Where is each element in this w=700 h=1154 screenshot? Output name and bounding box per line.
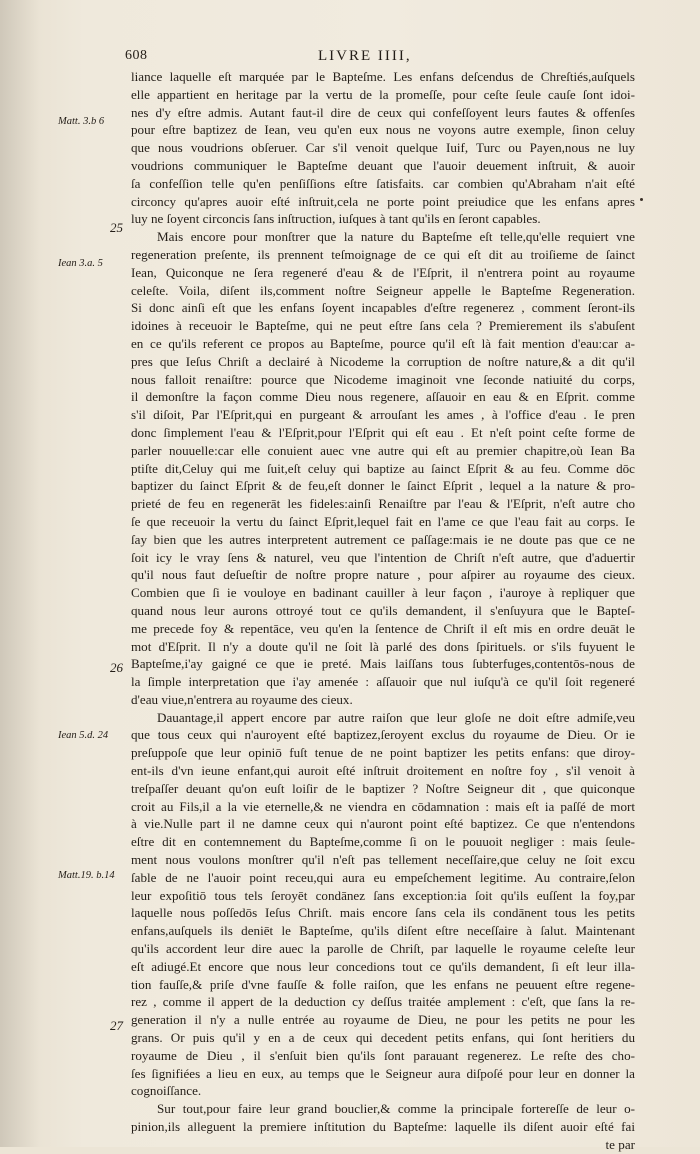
text-line: à vie.Nulle part il ne damne ceux qui n'auront point eſté baptizez. Ce que n'entendons	[131, 816, 635, 832]
margin-note-text: Matt. 3.b 6	[58, 116, 105, 127]
margin-note-iean-3	[58, 258, 103, 270]
text-line: Mais encore pour monſtrer que la nature du Bapteſme eſt telle,qu'elle requiert vne	[157, 229, 635, 245]
margin-note-text: Iean 3.a. 5	[58, 258, 103, 269]
text-line: rez , comme il appert de la deduction cy deſſus traitée amplement : c'eſt, que ſans la re-	[131, 994, 635, 1010]
text-line: prieté de feu en regenerāt les fideles:ainſi Renaiſtre par l'eau & l'Eſprit, n'eſt autre cho	[131, 496, 635, 512]
catchword-line: te par	[605, 1136, 635, 1152]
text-line: Sur tout,pour faire leur grand bouclier,& comme la principale forterеſſe de leur o-	[157, 1101, 635, 1117]
text-line: me precede foy & repentāce, veu qu'en la ſentence de Chriſt il eſt mis en ordre deuāt le	[131, 620, 635, 636]
text-line: pres que Ieſus Chriſt a declairé à Nicodeme la corruption de noſtre nature,& a dit qu'il	[131, 353, 635, 369]
text-line: eſtre dit en contemnement du Bapteſme,comme ſi on le pouuoit negliger : mais ſeule-	[131, 834, 635, 850]
text-line: circoncy qu'apres auoir eſté inſtruit,cela ne porte point preiudice que les enfans apres	[131, 193, 635, 209]
text-line: leur expoſitiō tous tels ſeroyēt condānez ſans exception:ia ſoit qu'ils euſſent la foy,par	[131, 887, 635, 903]
text-line: enfans,auſquels ils deniēt le Bapteſme, qu'ils diſent eſtre neceſſaire à ſalut. Maintenant	[131, 923, 635, 939]
text-line: ptiſte dit,Celuy qui me ſuit,eſt celuy qui baptize au ſainct Eſprit & au feu. Comme dōc	[131, 460, 635, 476]
text-line: Iean, Quiconque ne ſera regeneré d'eau & de l'Eſprit, il n'entrera point au royaume	[131, 264, 635, 280]
spine-shadow	[0, 0, 40, 1147]
running-head: LIVRE IIII,	[318, 48, 412, 64]
text-line: nous falloit renaiſtre: pource que Nicodeme imaginoit vne ſeconde natiuité du corps,	[131, 371, 635, 387]
text-line: Dauantage,il appert encore par autre raiſon que leur gloſe ne doit eſtre admiſe,veu	[157, 709, 635, 725]
text-line: donc ſimplement l'eau & l'Eſprit,pour l'Eſprit qui eſt eau . Et n'eſt point ceſte forme de	[131, 424, 635, 440]
paragraph-number-26: 26	[110, 660, 123, 675]
text-line: preſuppoſe que leur opiniō fuſt tenue de ne point baptizer les petits enfans: que diroy-	[131, 745, 635, 761]
text-line: ſa confeſſion telle qu'en penſiſſions eſtre ſatisfaits. car combien qu'Abraham n'ait eſté	[131, 175, 635, 191]
text-line: que tous ceux qui n'auroyent eſté baptizez,ſeroyent exclus du royaume de Dieu. Or ie	[131, 727, 635, 743]
text-line: baptizer du ſainct Eſprit & de feu,eſt donner le ſainct Eſprit , lequel a la nature & pro-	[131, 478, 635, 494]
text-line: elle appartient en heritage par la vertu de la promeſſe, pour ceſte ſeule cauſe ſont idoi-	[131, 86, 635, 102]
ink-speck	[640, 198, 643, 201]
text-line: d'eau viue,n'entrera au royaume des cieux.	[131, 691, 353, 707]
text-line: pour eſtre baptizez de Iean, veu qu'en eux nous ne voyons autre exemple, ſinon celuy	[131, 122, 635, 138]
text-line: ſes ſignifiées a lieu en eux, au temps que le Seigneur aura diſpoſé pour leur en donner la	[131, 1065, 635, 1081]
margin-note-text: Matt.19. b.14	[58, 870, 115, 881]
text-line: qu'il nous faut deſueſtir de noſtre propre nature , pour aſpirer au royaume des cieux.	[131, 567, 635, 583]
page-number: 608	[125, 48, 148, 63]
body-text	[131, 68, 635, 1154]
paragraph-number-27: 27	[110, 1018, 123, 1033]
text-line: generation il n'y a nulle entrée au royaume de Dieu, ne pour les petits ne pour les	[131, 1012, 635, 1028]
page-header	[0, 48, 700, 70]
text-line: quand nous leur aurons ottroyé tout ce qu'ils demandent, il s'enſuyura que le Bapteſ-	[131, 602, 635, 618]
margin-note-matt-3	[58, 116, 104, 128]
text-line: croit au Fils,il a la vie eternelle,& ne viendra en cōdamnation : mais eſt ia paſſé de mort	[131, 798, 635, 814]
text-line: ſable de ne l'auoir point receu,qui aura eu empeſchement legitime. Au contraire,ſelon	[131, 869, 635, 885]
text-line: que nous voudrions obſeruer. Car s'il venoit quelque Iuif, Turc ou Payen,nous ne luy	[131, 140, 635, 156]
text-line: Combien que ſi ie vouloye en badinant cauiller à leur façon , i'auroye à repliquer que	[131, 585, 635, 601]
text-line: ſoit icy le vray ſens & naturel, veu que l'intention de Chriſt n'eſt autre, que d'aduertir	[131, 549, 635, 565]
text-line: cognoiſſance.	[131, 1083, 202, 1099]
margin-note-text: Iean 5.d. 24	[58, 730, 109, 741]
text-line: en ce qu'ils referent ce propos au Bapteſme, pource qu'il eſt là fait mention d'eau:car a-	[131, 335, 635, 351]
text-line: parler nouuelle:car elle conuient auec vne autre qui eſt au premier chapitre,où Iean Ba	[131, 442, 635, 458]
text-line: Si donc ainſi eſt que les enfans ſoyent incapables d'eſtre regenerez , comment ſeront-ils	[131, 300, 635, 316]
text-line: royaume de Dieu , il s'enſuit bien qu'ils ſont parauant regenerez. Le reſte des cho-	[131, 1047, 635, 1063]
text-line: voudrions communiquer le Bapteſme deuant que l'auoir deuement inſtruit, & auoir	[131, 157, 635, 173]
text-line: ent-ils d'vn ieune enfant,qui auroit eſté inſtruit droitement en noſtre foy , s'il venoit à	[131, 763, 635, 779]
text-line: regeneration preſente, ils prennent teſmoignage de ce qui eſt dit au troiſieme de ſainct	[131, 246, 635, 262]
text-line: ſay bien que les autres interpretent autrement ce paſſage:mais ie ne doute pas que ce ne	[131, 531, 635, 547]
text-line: s'il diſoit, Par l'Eſprit,qui en purgeant & arrouſant les ames , à l'office d'eau . Ie pren	[131, 407, 635, 423]
text-line: idoines à receuoir le Bapteſme, qui ne peut eſtre ſans cela ? Premierement ils s'abuſent	[131, 318, 635, 334]
text-line: luy ne ſoyent circoncis ſans inſtruction, iuſques à tant qu'ils en ſeront capables.	[131, 211, 541, 227]
text-line: Bapteſme,i'ay gaigné ce que ie preté. Mais laiſſans tous ſubterfuges,contentōs-nous de	[131, 656, 635, 672]
text-line: nes d'y eſtre admis. Autant faut-il dire de ceux qui confeſſoyent leurs fautes & offenſes	[131, 104, 635, 120]
paragraph-number-25: 25	[110, 220, 123, 235]
text-line: celeſte. Voila, diſent ils,comment noſtre Seigneur appelle le Bapteſme Regeneration.	[131, 282, 635, 298]
text-line: laquelle nous poſſedōs Ieſus Chriſt. mais encore ſans cela ils condānent tous les petits	[131, 905, 635, 921]
text-line: eſt adiugé.Et encore que nous leur concedions tout ce qu'ils demandent, ſi eſt leur illa-	[131, 958, 635, 974]
text-line: ment nous voulons monſtrer qu'il n'eſt pas tellement neceſſaire,que celuy ne ſoit excu	[131, 852, 635, 868]
text-line: grans. Or puis qu'il y en a de ceux qui decedent petits enfans, qui ſont heritiers du	[131, 1030, 635, 1046]
text-line: ſe que receuoir la vertu du ſainct Eſprit,lequel fait en l'ame ce que l'eau fait au corps. Ie	[131, 513, 635, 529]
text-line: il demonſtre la façon comme Dieu nous regenere, aſſauoir en eau & en Eſprit. comme	[131, 389, 635, 405]
margin-note-matt-19	[58, 870, 115, 882]
text-line: tion fauſſe,& priſe d'vne fauſſe & folle raiſon, que les enfans ne peuuent eſtre regene-	[131, 976, 635, 992]
text-line: mot d'Eſprit. Il n'y a doute qu'il ne ſoit là parlé des dons ſpirituels. or s'ils fuyuent le	[131, 638, 635, 654]
text-line: liance laquelle eſt marquée par le Bapteſme. Les enfans deſcendus de Chreſtiés,auſquels	[131, 69, 635, 84]
text-line: pinion,ils alleguent la premiere inſtitution du Bapteſme: laquelle ils diſent auoir eſté fai	[131, 1119, 635, 1135]
margin-note-iean-5	[58, 730, 108, 742]
text-line: treſpaſſer deuant qu'on euſt loiſir de le baptizer ? Noſtre Seigneur dit , que quiconque	[131, 780, 635, 796]
text-line: la ſimple interpretation que i'ay amenée : aſſauoir que nul iuſqu'à ce qu'il ſoit regeneré	[131, 674, 635, 690]
text-line: qu'ils accordent leur dire auec la parolle de Chriſt, par laquelle le royaume celeſte leur	[131, 941, 635, 957]
